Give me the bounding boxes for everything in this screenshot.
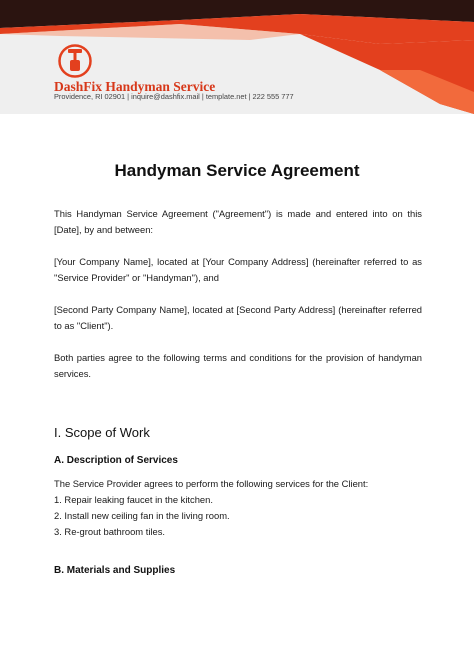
- subsection-heading-materials: B. Materials and Supplies: [54, 565, 176, 576]
- intro-paragraph: [Your Company Name], located at [Your Company Address] (hereinafter referred to as "Service Provider" or "Handyman"), and: [54, 256, 422, 283]
- subsection-heading-description: A. Description of Services: [54, 455, 178, 466]
- intro-content: [54, 206, 422, 398]
- brand-contact-info: Providence, RI 02901 | inquire@dashfix.mail | template.net | 222 555 777: [54, 92, 294, 101]
- intro-paragraph: [Second Party Company Name], located at [Second Party Address] (hereinafter referred to as "Client").: [54, 304, 422, 331]
- hammer-fist-icon: [58, 44, 92, 78]
- list-item: 2. Install new ceiling fan in the living room.: [54, 510, 230, 521]
- intro-paragraph: This Handyman Service Agreement ("Agreement") is made and entered into on this [Date], by and between:: [54, 208, 422, 235]
- brand-name: DashFix Handyman Service: [54, 79, 216, 94]
- list-item: 1. Repair leaking faucet in the kitchen.: [54, 494, 213, 505]
- section-heading-scope-of-work: I. Scope of Work: [54, 425, 150, 440]
- list-item: 3. Re-grout bathroom tiles.: [54, 526, 165, 537]
- letterhead-header: [0, 0, 474, 114]
- document-title: Handyman Service Agreement: [114, 161, 360, 180]
- list-item: The Service Provider agrees to perform the following services for the Client:: [54, 478, 369, 489]
- intro-paragraph: Both parties agree to the following terms and conditions for the provision of handyman services.: [54, 352, 422, 379]
- services-list: [54, 476, 422, 540]
